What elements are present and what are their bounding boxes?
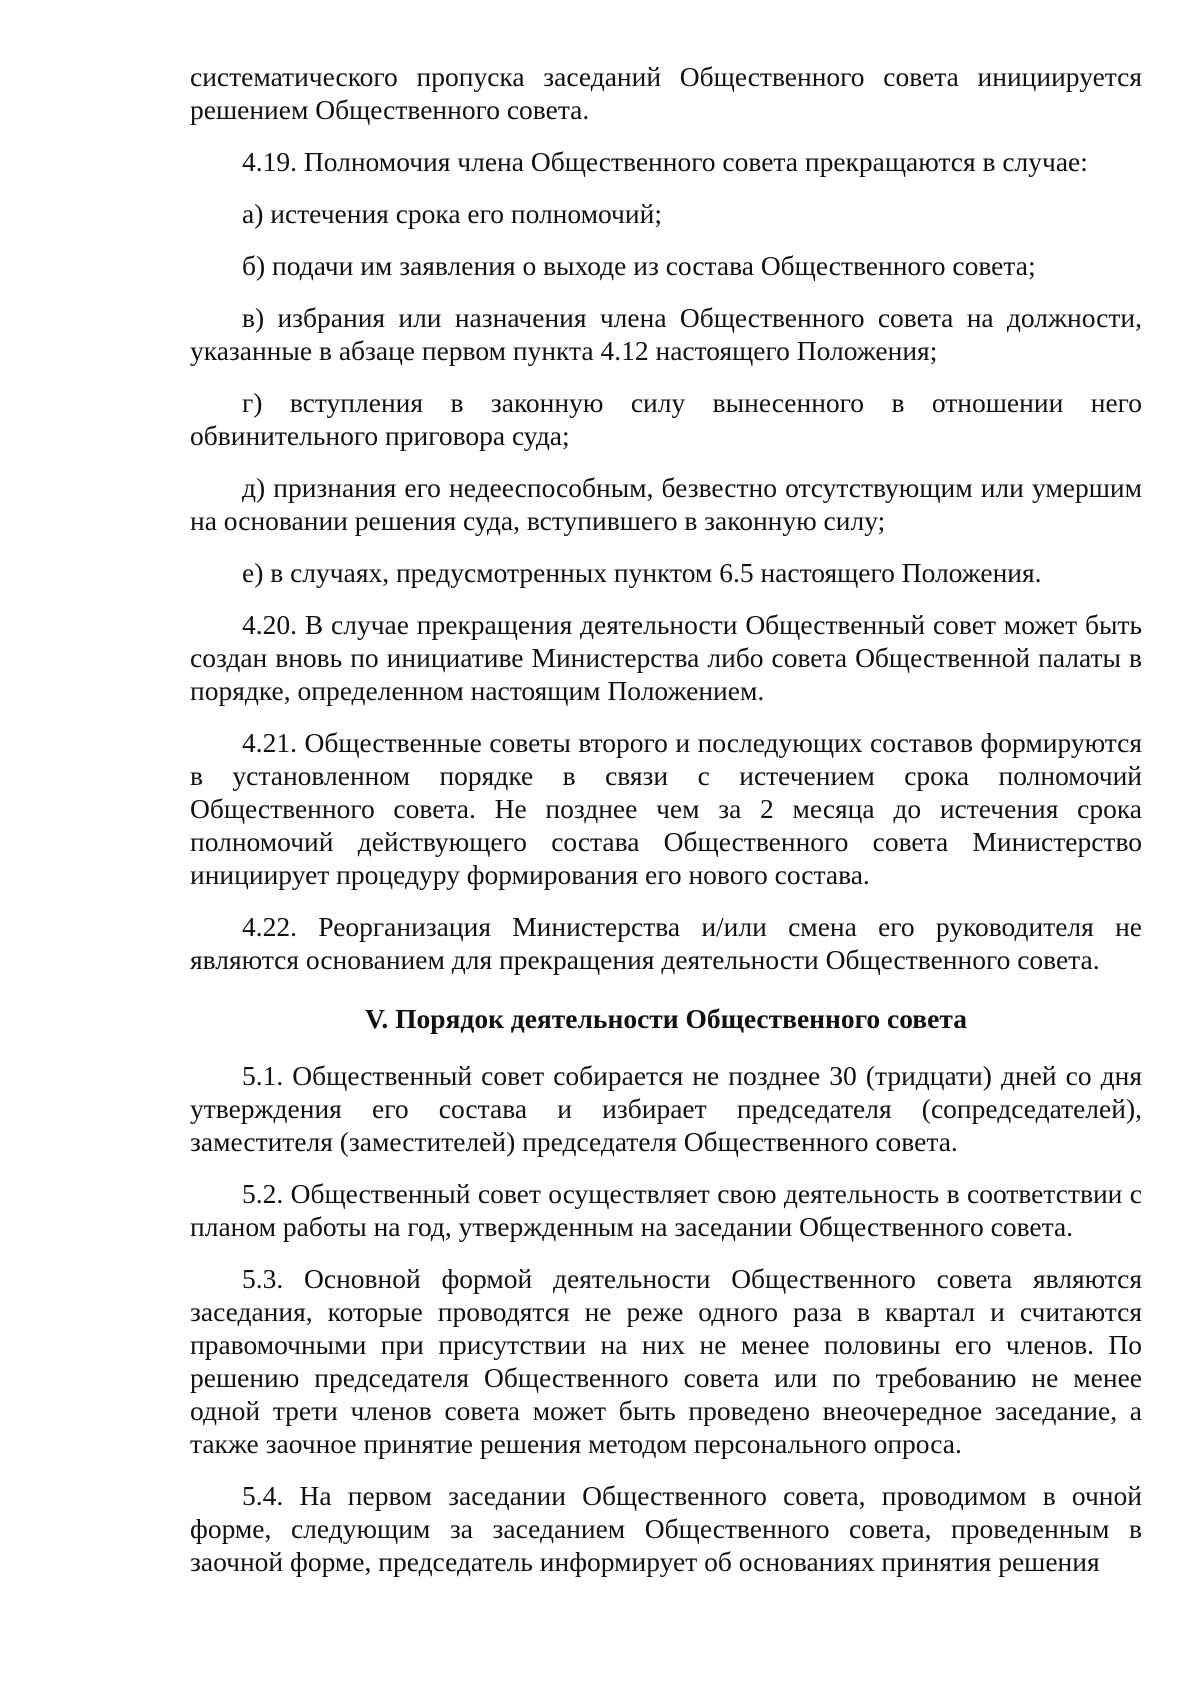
paragraph-4-21: 4.21. Общественные советы второго и последующих составов формируются в установленном порядке в связи с истечением срока полномочий Общественного совета. Не позднее чем за 2 месяца до истечения срока полномочий действующего состава Общественного совета Министерство инициирует процедуру формирования его нового состава. <box>190 727 1142 890</box>
paragraph-4-19: 4.19. Полномочия члена Общественного совета прекращаются в случае: <box>242 146 1088 177</box>
paragraph-4-20: 4.20. В случае прекращения деятельности Общественный совет может быть создан вновь по инициативе Министерства либо совета Общественной палаты в порядке, определенном настоящим Положением. <box>190 609 1142 706</box>
list-item-a: а) истечения срока его полномочий; <box>242 198 662 229</box>
paragraph-continuation: систематического пропуска заседаний Общественного совета инициируется решением Общественного совета. <box>190 61 1142 125</box>
paragraph-4-22: 4.22. Реорганизация Министерства и/или смена его руководителя не являются основанием для прекращения деятельности Общественного совета. <box>190 911 1142 975</box>
paragraph-5-3: 5.3. Основной формой деятельности Общественного совета являются заседания, которые проводятся не реже одного раза в квартал и считаются правомочными при присутствии на них не менее половины его членов. По решению председателя Общественного совета или по требованию не менее одной трети членов совета может быть проведено внеочередное заседание, а также заочное принятие решения методом персонального опроса. <box>190 1263 1142 1459</box>
list-item-g: г) вступления в законную силу вынесенного в отношении него обвинительного приговора суда; <box>190 387 1142 451</box>
paragraph-5-1: 5.1. Общественный совет собирается не позднее 30 (тридцати) дней со дня утверждения его состава и избирает председателя (сопредседателей), заместителя (заместителей) председателя Общественного совета. <box>190 1060 1142 1157</box>
list-item-e: е) в случаях, предусмотренных пунктом 6.5 настоящего Положения. <box>242 557 1042 588</box>
list-item-b: б) подачи им заявления о выходе из состава Общественного совета; <box>242 250 1036 281</box>
paragraph-5-2: 5.2. Общественный совет осуществляет свою деятельность в соответствии с планом работы на год, утвержденным на заседании Общественного совета. <box>190 1178 1142 1242</box>
list-item-d: д) признания его недееспособным, безвестно отсутствующим или умершим на основании решения суда, вступившего в законную силу; <box>190 472 1142 536</box>
paragraph-5-4: 5.4. На первом заседании Общественного совета, проводимом в очной форме, следующим за заседанием Общественного совета, проведенным в заочной форме, председатель информирует об основаниях принятия решения <box>190 1480 1142 1577</box>
document-page <box>190 60 1142 1597</box>
section-heading: V. Порядок деятельности Общественного совета <box>365 1003 967 1034</box>
list-item-v: в) избрания или назначения члена Общественного совета на должности, указанные в абзаце первом пункта 4.12 настоящего Положения; <box>190 302 1142 366</box>
